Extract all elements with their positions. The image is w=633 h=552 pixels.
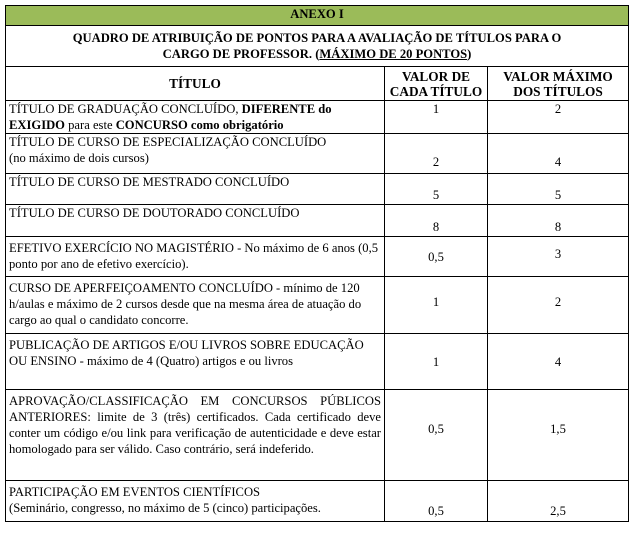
row-max: 3 [488,237,629,277]
row-title: EFETIVO EXERCÍCIO NO MAGISTÉRIO - No máximo de 6 anos (0,5 ponto por ano de efetivo exercício). [6,237,385,277]
row-valor: 8 [385,205,488,237]
row-max: 5 [488,174,629,205]
row-title-text: para este [64,118,116,132]
table-row [6,237,629,277]
table-row [6,334,629,390]
row-valor: 0,5 [385,237,488,277]
header-valor-maximo-line2: DOS TÍTULOS [513,83,603,99]
row-max: 2 [488,101,629,134]
row-max: 2,5 [488,481,629,522]
row-title-sub: (no máximo de dois cursos) [9,151,149,165]
header-valor-cada-line2: CADA TÍTULO [389,83,483,99]
table-row [6,101,629,134]
row-valor: 0,5 [385,481,488,522]
row-title: APROVAÇÃO/CLASSIFICAÇÃO EM CONCURSOS PÚBLICOS ANTERIORES: limite de 3 (três) certificados. Cada certificado deve conter um código e/ou link para verificação de autenticidade e deve estar homologado para ser válido. Caso contrário, será indeferido. [6,390,385,481]
row-valor: 5 [385,174,488,205]
row-title-text: TÍTULO DE CURSO DE ESPECIALIZAÇÃO CONCLUÍDO [9,135,327,149]
quadro-title-line2-prefix: CARGO DE PROFESSOR. ( [162,47,320,61]
row-valor: 1 [385,277,488,334]
row-title-bold: DIFERENTE do [241,102,332,116]
header-valor-cada-line1: VALOR DE [401,68,471,84]
quadro-title-line1: QUADRO DE ATRIBUIÇÃO DE PONTOS PARA A AVALIAÇÃO DE TÍTULOS PARA O [72,31,562,45]
row-title [6,481,385,522]
row-title-sub: (Seminário, congresso, no máximo de 5 (cinco) participações. [9,501,321,515]
row-max: 4 [488,334,629,390]
row-title: CURSO DE APERFEIÇOAMENTO CONCLUÍDO - mínimo de 120 h/aulas e máximo de 2 cursos desde que na mesma área de atuação do cargo ao qual o candidato concorre. [6,277,385,334]
row-max: 4 [488,134,629,174]
table-row [6,277,629,334]
row-title: PUBLICAÇÃO DE ARTIGOS E/OU LIVROS SOBRE EDUCAÇÃO OU ENSINO - máximo de 4 (Quatro) artigos e ou livros [6,334,385,390]
row-title-bold: CONCURSO como obrigatório [115,118,284,132]
row-title: TÍTULO DE CURSO DE MESTRADO CONCLUÍDO [6,174,385,205]
header-valor-cada [385,67,488,101]
row-valor: 1 [385,101,488,134]
table-row [6,174,629,205]
quadro-title [6,26,629,67]
row-title-text: PARTICIPAÇÃO EM EVENTOS CIENTÍFICOS [9,485,261,499]
pontuacao-table [5,5,629,522]
row-max: 1,5 [488,390,629,481]
annex-title: ANEXO I [6,6,629,26]
row-max: 2 [488,277,629,334]
row-title [6,101,385,134]
header-valor-maximo-line1: VALOR MÁXIMO [503,68,613,84]
row-title [6,134,385,174]
header-row [6,67,629,101]
row-valor: 0,5 [385,390,488,481]
row-title: TÍTULO DE CURSO DE DOUTORADO CONCLUÍDO [6,205,385,237]
quadro-title-max-points: MÁXIMO DE 20 PONTOS [319,47,468,61]
header-titulo: TÍTULO [6,67,385,101]
row-title-text: TÍTULO DE GRADUAÇÃO CONCLUÍDO, [9,102,242,116]
table-row [6,481,629,522]
row-valor: 1 [385,334,488,390]
table-row [6,205,629,237]
header-valor-maximo [488,67,629,101]
table-row [6,390,629,481]
table-row [6,134,629,174]
row-valor: 2 [385,134,488,174]
quadro-title-line2-suffix: ) [467,47,472,61]
row-title-bold: EXIGIDO [9,118,65,132]
row-max: 8 [488,205,629,237]
